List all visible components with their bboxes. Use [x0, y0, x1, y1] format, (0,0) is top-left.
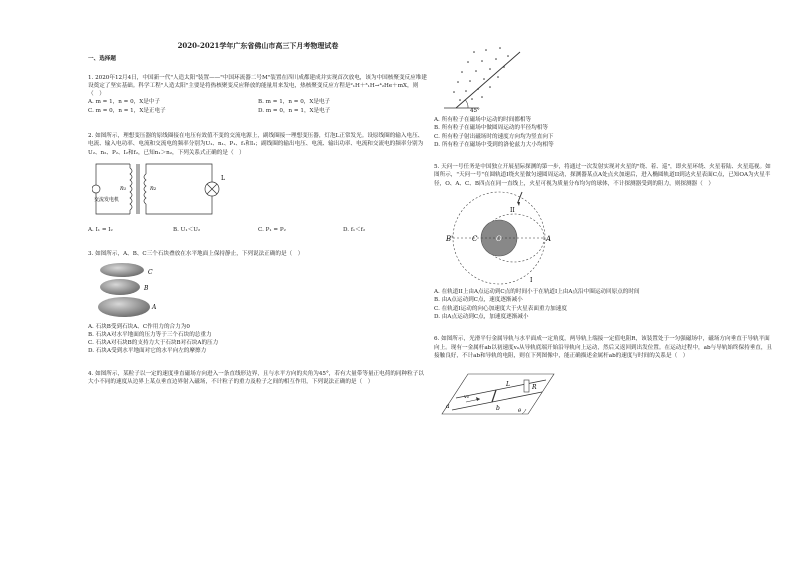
question-3-option-a: A. 石块B受到石块A、C作用力的合力为0 [88, 323, 190, 330]
question-5-option-a: A. 在轨道II上由A点运动到C点的时间小于在轨道I上由A点沿中圈运动回原点的时间 [434, 289, 640, 296]
stone-c [100, 263, 144, 277]
angle-label: 45° [470, 108, 480, 114]
question-5-stem: 5. 天问一号任务是中国独立开展星际探测的第一步，将通过一次发射实现对火星的"绕、着、巡"，即火星环绕、火星着陆、火星巡视。如图所示，"天问一号"在圆轨道I绕火星做匀速圆周运动，探测器某点A处点火加速后，进入椭圆轨道II到达火星表面C点，已知OA为火星半径，O、A、C、B四点在同一直线上，火星可视为质量分布均匀的球体，不计探测器受到的阻力，则探测器（ ） [434, 164, 771, 187]
question-1-option-b: B. m = 1，n = 0，X是电子 [258, 99, 331, 106]
point-label-o: O [496, 235, 502, 244]
question-4-continued [434, 42, 774, 149]
question-1-stem: 1. 2020年12月4日，中国新一代"人造太阳"装置——"中国环流器二号M"装置在四川成都建成并实现首次放电，该为中国核聚变反应堆建设奠定了坚实基础。科学工程"人造太阳"主要是将热核聚变反应释放的能量用来发电，热核聚变反应方程是²₁H＋³₁H→⁴₂He＋mX，则（ ） [88, 74, 427, 98]
question-3-option-c: C. 石块A对石块B的支持力大于石块B对石块A的压力 [88, 340, 219, 347]
question-5 [434, 163, 774, 321]
question-1 [88, 74, 428, 115]
fig-lamp-label: L [221, 174, 225, 182]
question-5-option-c: C. 在轨道I运动的向心加速度大于火星表面重力加速度 [434, 305, 567, 312]
stone-label-a: A [152, 303, 157, 311]
transformer-circuit-figure [92, 160, 242, 218]
label-b: b [496, 405, 500, 413]
question-4-stem-block [88, 370, 428, 387]
resistor [524, 380, 529, 392]
label-l: L [506, 381, 510, 389]
question-4-stem: 4. 如图所示，某粒子以一定的速度垂直磁场方向进入一条直线形边界，且与水平方向的夹角为45°，若有大量带等量正电荷的同种粒子以大小不同的速度从边界上某点垂直边界射入磁场，不计粒子的重力及粒子之间的相互作用，下列说法正确的是（ ） [88, 370, 424, 386]
stone-b [100, 279, 140, 295]
orbit-label-i: I [530, 277, 533, 285]
magnetic-field-boundary-figure [438, 42, 538, 114]
question-3 [88, 250, 428, 355]
question-2-option-d: D. f₁＜f₂ [343, 226, 366, 233]
probe-icon [517, 192, 522, 206]
right-column [434, 30, 774, 420]
fig-n1-label: n₁ [120, 184, 127, 192]
lamp-icon [205, 182, 219, 196]
label-v0: v₀ [464, 394, 469, 401]
question-1-option-d: D. m = 0，n = 1，X是电子 [258, 107, 331, 114]
stacked-stones-figure [92, 262, 162, 320]
field-dots [453, 47, 509, 101]
label-a: a [446, 403, 450, 411]
question-2-option-c: C. P₁ = P₂ [258, 226, 286, 233]
point-label-c: C [472, 235, 478, 244]
stone-label-c: C [148, 268, 153, 276]
paper-title: 2020-2021学年广东省佛山市高三下月考物理试卷 [177, 41, 339, 50]
field-boundary-line [456, 52, 520, 108]
question-4-option-c: C. 所有粒子射出磁场时的速度方向均为竖直向下 [434, 133, 554, 140]
section-heading: 一、选择题 [88, 56, 116, 63]
left-column [88, 30, 428, 386]
question-5-option-b: B. 由A点运动到C点，速度逐渐减小 [434, 297, 523, 304]
question-2-option-a: A. I₁ = I₂ [88, 226, 113, 233]
question-2-option-b: B. U₁＜U₂ [173, 226, 201, 233]
fig-source-label: 交流发电机 [94, 196, 120, 203]
question-3-option-b: B. 石块A对水平地面的压力等于三个石块的总重力 [88, 331, 212, 338]
question-4-option-a: A. 所有粒子在磁场中运动的时间都相等 [434, 117, 532, 123]
question-5-option-d: D. 由A点运动到C点，加速度逐渐减小 [434, 313, 529, 320]
mars-orbit-figure [444, 190, 564, 286]
label-theta: θ [518, 408, 522, 415]
question-1-option-a: A. m = 1，n = 0，X是中子 [88, 99, 161, 106]
point-label-a: A [546, 235, 552, 244]
point-label-b: B' [446, 235, 454, 244]
inclined-rails-figure [436, 364, 556, 420]
question-4-option-d: D. 所有粒子在磁场中受到的洛伦兹力大小均相等 [434, 141, 554, 148]
label-r: R [532, 384, 537, 392]
question-6 [434, 335, 774, 420]
question-3-stem: 3. 如图所示，A、B、C三个石块叠放在水平地面上保持静止，下列说法正确的是（ ） [88, 251, 304, 258]
question-1-option-c: C. m = 0，n = 1，X是正电子 [88, 107, 166, 114]
fig-n2-label: n₂ [150, 184, 157, 192]
question-2 [88, 132, 428, 234]
question-3-option-d: D. 石块A受到水平地面对它的水平向左的摩擦力 [88, 348, 207, 355]
stone-label-b: B [144, 284, 149, 292]
orbit-label-ii: II [510, 207, 515, 215]
question-2-stem: 2. 如图所示，理想变压器的原线圈接在电压有效值不变的交流电源上，副线圈接一理想变压器，灯泡L正常发光。设原线圈的输入电压、电流、输入电功率、电流和交流电的频率分别为U₁、n₁、P₁、f₁和I₁；副线圈的输出电压、电流、输出功率、电流和交流电的频率分别为U₂、n₂、P₂、I₂和f₂，已知n₁＞n₂，下列关系式正确的是（ ） [88, 133, 424, 156]
question-6-stem: 6. 如图所示，光滑平行金属导轨与水平面成一定角度，两导轨上端接一定值电阻R，该装置处于一匀强磁场中，磁场方向垂直于导轨平面向上。现有一金属杆ab以初速度v₀从导轨底端开始沿导轨向上运动，然后又返回到出发位置。在运动过程中，ab与导轨始终保持垂直，且接触良好，不计ab和导轨的电阻，则在下列图像中，能正确描述金属杆ab的速度与时间的关系是（ ） [434, 336, 773, 359]
metal-rod [492, 390, 496, 402]
stone-a [98, 297, 150, 317]
question-4-option-b: B. 所有粒子在磁场中做圆周运动的半径均相等 [434, 125, 548, 132]
